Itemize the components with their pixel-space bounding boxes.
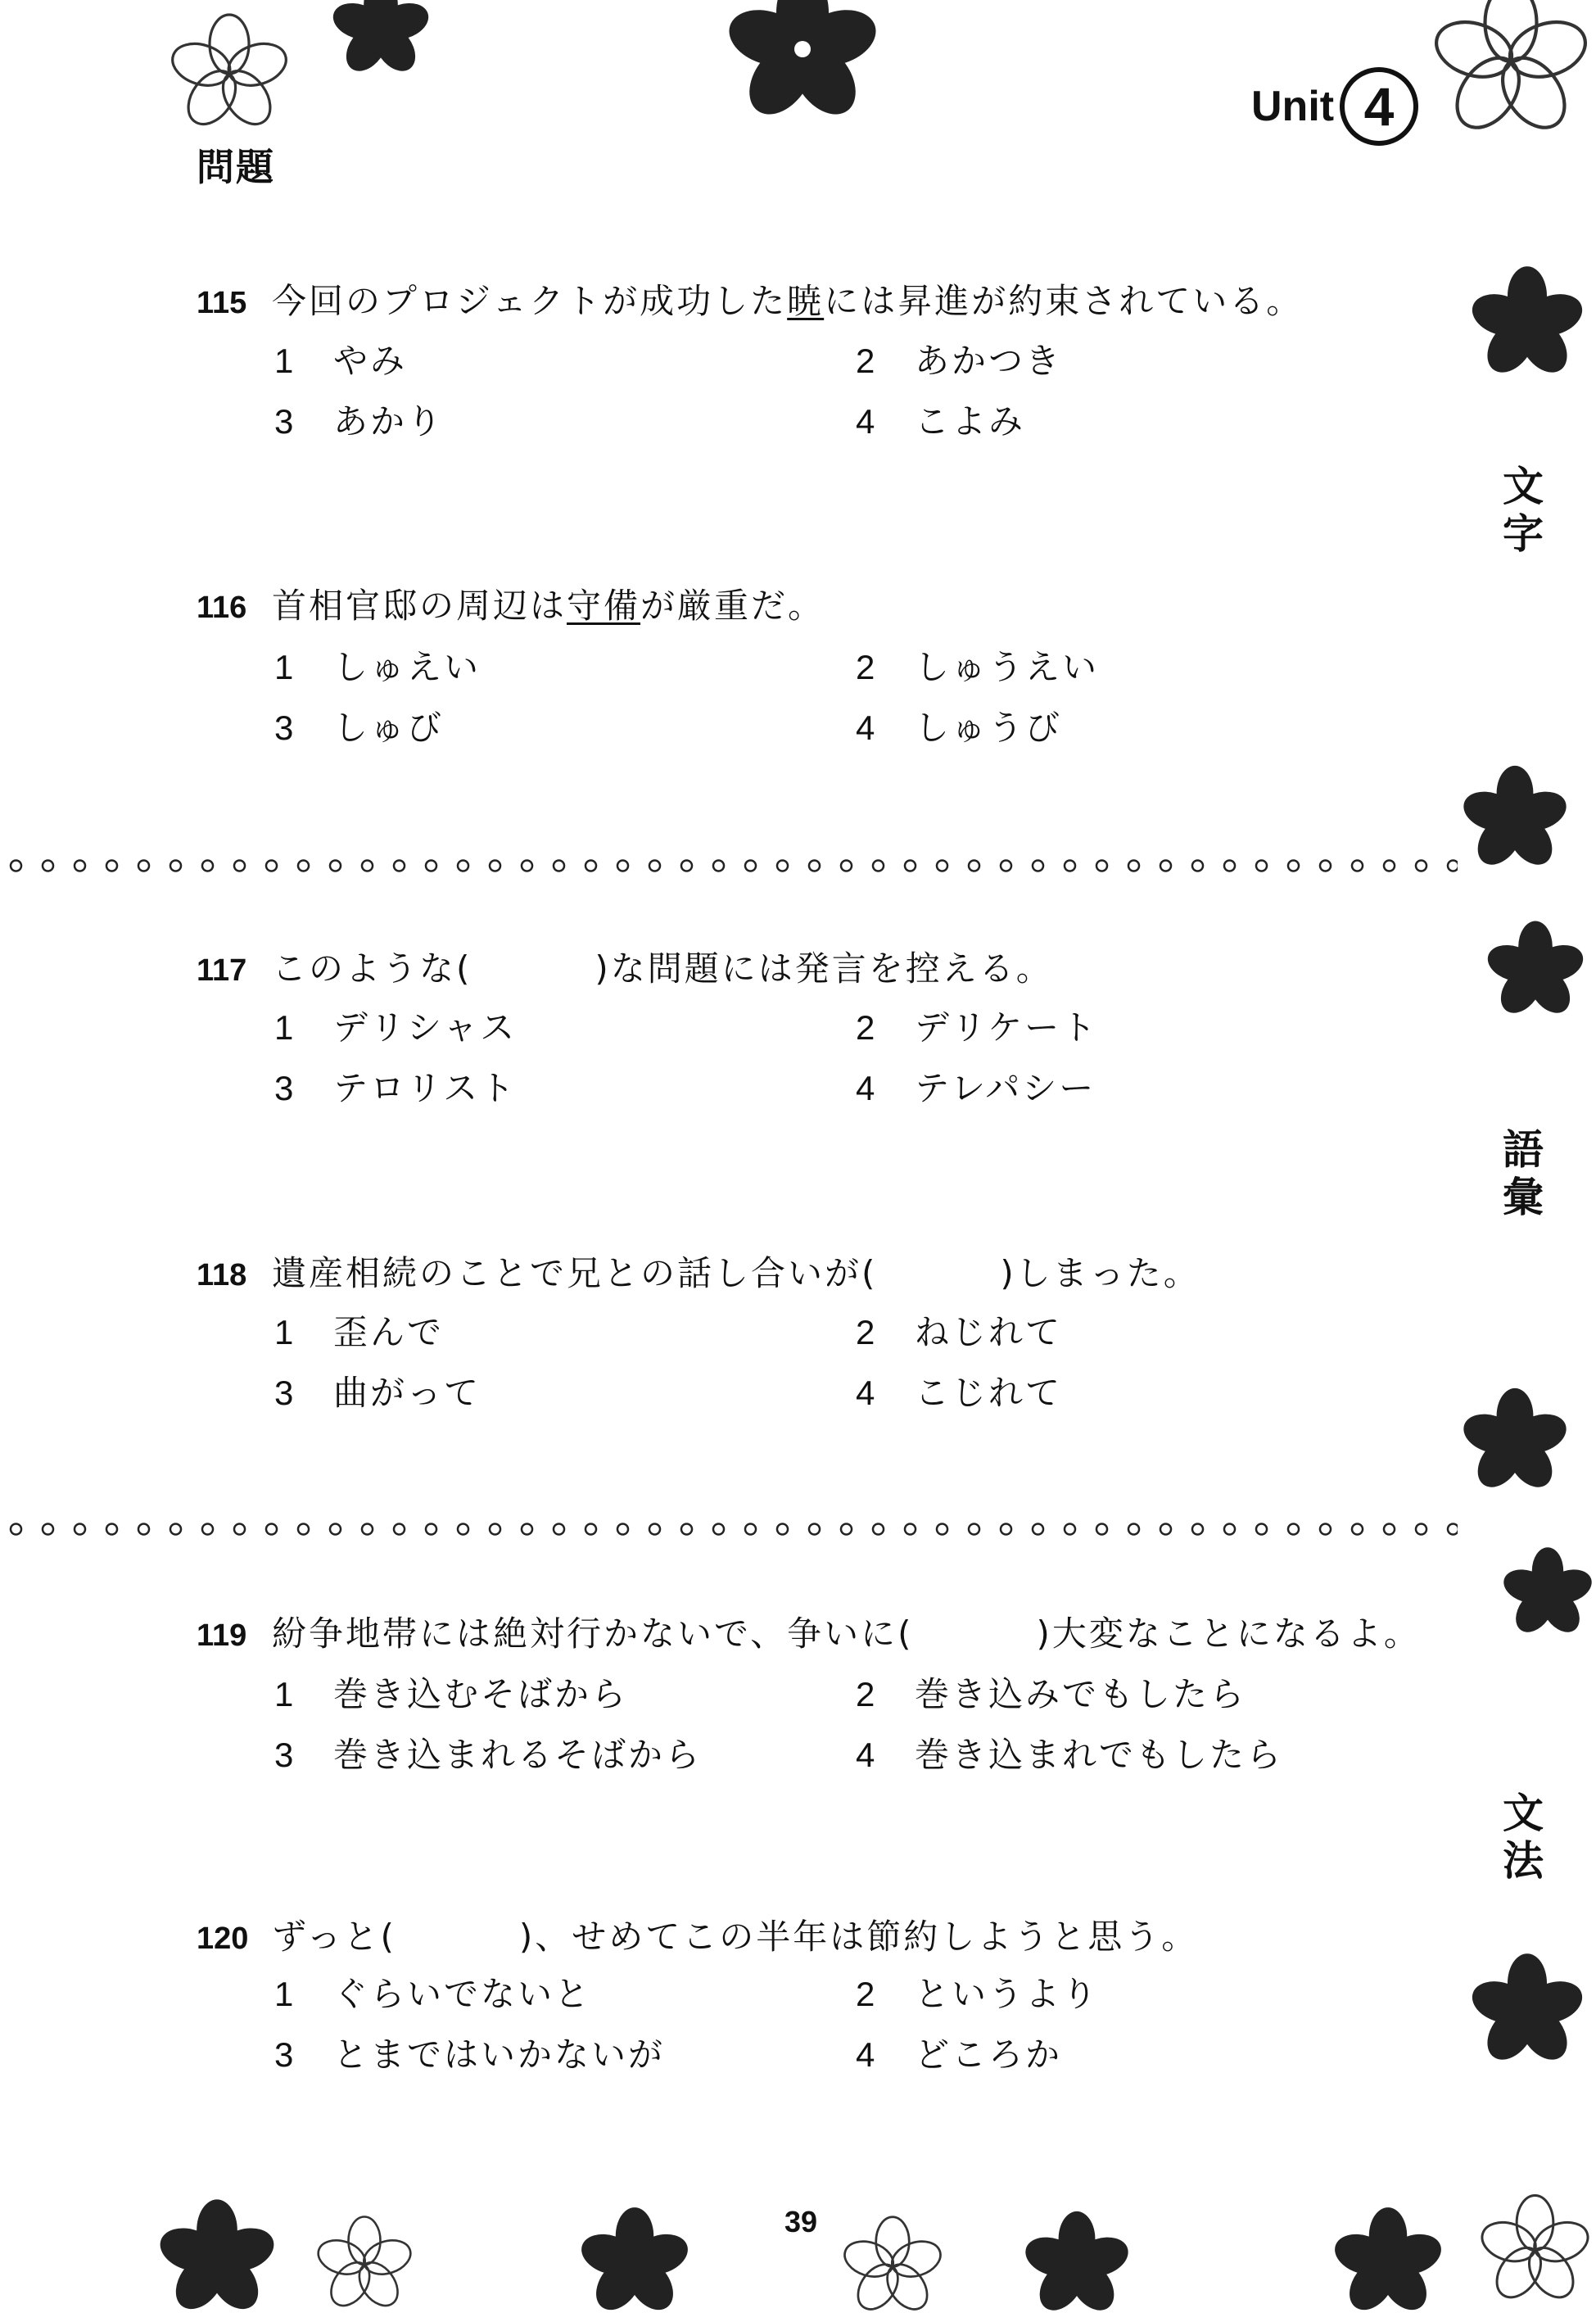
option-3[interactable]: 3 しゅび: [274, 708, 445, 748]
flower-icon: [1458, 762, 1572, 876]
option-4[interactable]: 4 テレパシー: [856, 1068, 1096, 1108]
option-3[interactable]: 3 テロリスト: [274, 1068, 518, 1108]
option-4[interactable]: 4 こよみ: [856, 401, 1026, 441]
option-2[interactable]: 2 巻き込みでもしたら: [856, 1674, 1247, 1714]
unit-label: Unit: [1251, 83, 1335, 130]
flower-icon: [1015, 2207, 1138, 2322]
option-1[interactable]: 1 歪んで: [274, 1312, 445, 1352]
underlined-word: 暁: [787, 281, 825, 321]
question-number: 117: [197, 953, 247, 988]
underlined-word: 守備: [567, 586, 641, 626]
option-2[interactable]: 2 しゅうえい: [856, 647, 1100, 687]
option-4[interactable]: 4 しゅうび: [856, 708, 1063, 748]
dotted-divider: [0, 858, 1458, 874]
question-number: 115: [197, 286, 247, 320]
flower-icon: [164, 8, 295, 139]
option-1[interactable]: 1 やみ: [274, 341, 408, 381]
question-115: [197, 274, 1303, 324]
flower-icon: [1327, 2203, 1449, 2322]
question-116: [197, 579, 825, 628]
question-number: 116: [197, 591, 247, 625]
dotted-divider: [0, 1521, 1458, 1537]
flower-icon: [573, 2203, 696, 2322]
flower-icon: [328, 0, 434, 82]
question-stem: このような( )な問題には発言を控える。: [272, 948, 1053, 989]
question-stem: ずっと( )、せめてこの半年は節約しようと思う。: [272, 1917, 1199, 1957]
side-tab-bunpou: 文法: [1503, 1790, 1544, 1885]
section-title: 問題: [197, 145, 275, 189]
flower-icon: [311, 2211, 418, 2318]
option-3[interactable]: 3 あかり: [274, 401, 445, 441]
option-1[interactable]: 1 デリシャス: [274, 1007, 518, 1048]
flower-icon: [1458, 1384, 1572, 1499]
flower-icon: [1499, 1532, 1596, 1654]
option-3[interactable]: 3 とまではいかないが: [274, 2035, 666, 2075]
flower-icon: [1466, 1949, 1589, 2072]
question-119: [197, 1607, 1421, 1656]
option-3[interactable]: 3 曲がって: [274, 1373, 482, 1413]
option-3[interactable]: 3 巻き込まれるそばから: [274, 1735, 703, 1775]
question-number: 119: [197, 1618, 247, 1653]
flower-icon: [1466, 262, 1589, 385]
question-120: [197, 1910, 1198, 1959]
flower-icon: [1425, 0, 1596, 147]
question-stem: 紛争地帯には絶対行かないで、争いに( )大変なことになるよ。: [272, 1614, 1421, 1654]
flower-icon: [1482, 917, 1589, 1024]
option-4[interactable]: 4 どころか: [856, 2035, 1063, 2075]
side-tab-moji: 文字: [1503, 463, 1544, 558]
option-1[interactable]: 1 ぐらいでないと: [274, 1974, 592, 2014]
question-stem: 首相官邸の周辺は守備が厳重だ。: [272, 586, 825, 626]
question-stem: 今回のプロジェクトが成功した暁には昇進が約束されている。: [272, 281, 1304, 321]
question-number: 120: [197, 1921, 249, 1956]
flower-icon: [721, 0, 884, 131]
option-1[interactable]: 1 巻き込むそばから: [274, 1674, 629, 1714]
option-4[interactable]: 4 巻き込まれでもしたら: [856, 1735, 1284, 1775]
flower-icon: [147, 2195, 287, 2322]
option-1[interactable]: 1 しゅえい: [274, 647, 482, 687]
option-2[interactable]: 2 デリケート: [856, 1007, 1099, 1048]
side-tab-goi: 語彙: [1503, 1126, 1544, 1221]
flower-icon: [1474, 2179, 1596, 2322]
option-2[interactable]: 2 ねじれて: [856, 1312, 1063, 1352]
option-4[interactable]: 4 こじれて: [856, 1373, 1063, 1413]
question-117: [197, 942, 1053, 991]
option-2[interactable]: 2 あかつき: [856, 341, 1063, 381]
page-number: 39: [784, 2205, 818, 2238]
question-118: [197, 1247, 1200, 1296]
option-2[interactable]: 2 というより: [856, 1974, 1100, 2014]
unit-number-badge: 4: [1340, 67, 1418, 146]
question-number: 118: [197, 1258, 247, 1292]
question-stem: 遺産相続のことで兄との話し合いが( )しまった。: [272, 1253, 1200, 1293]
flower-icon: [835, 2211, 950, 2322]
